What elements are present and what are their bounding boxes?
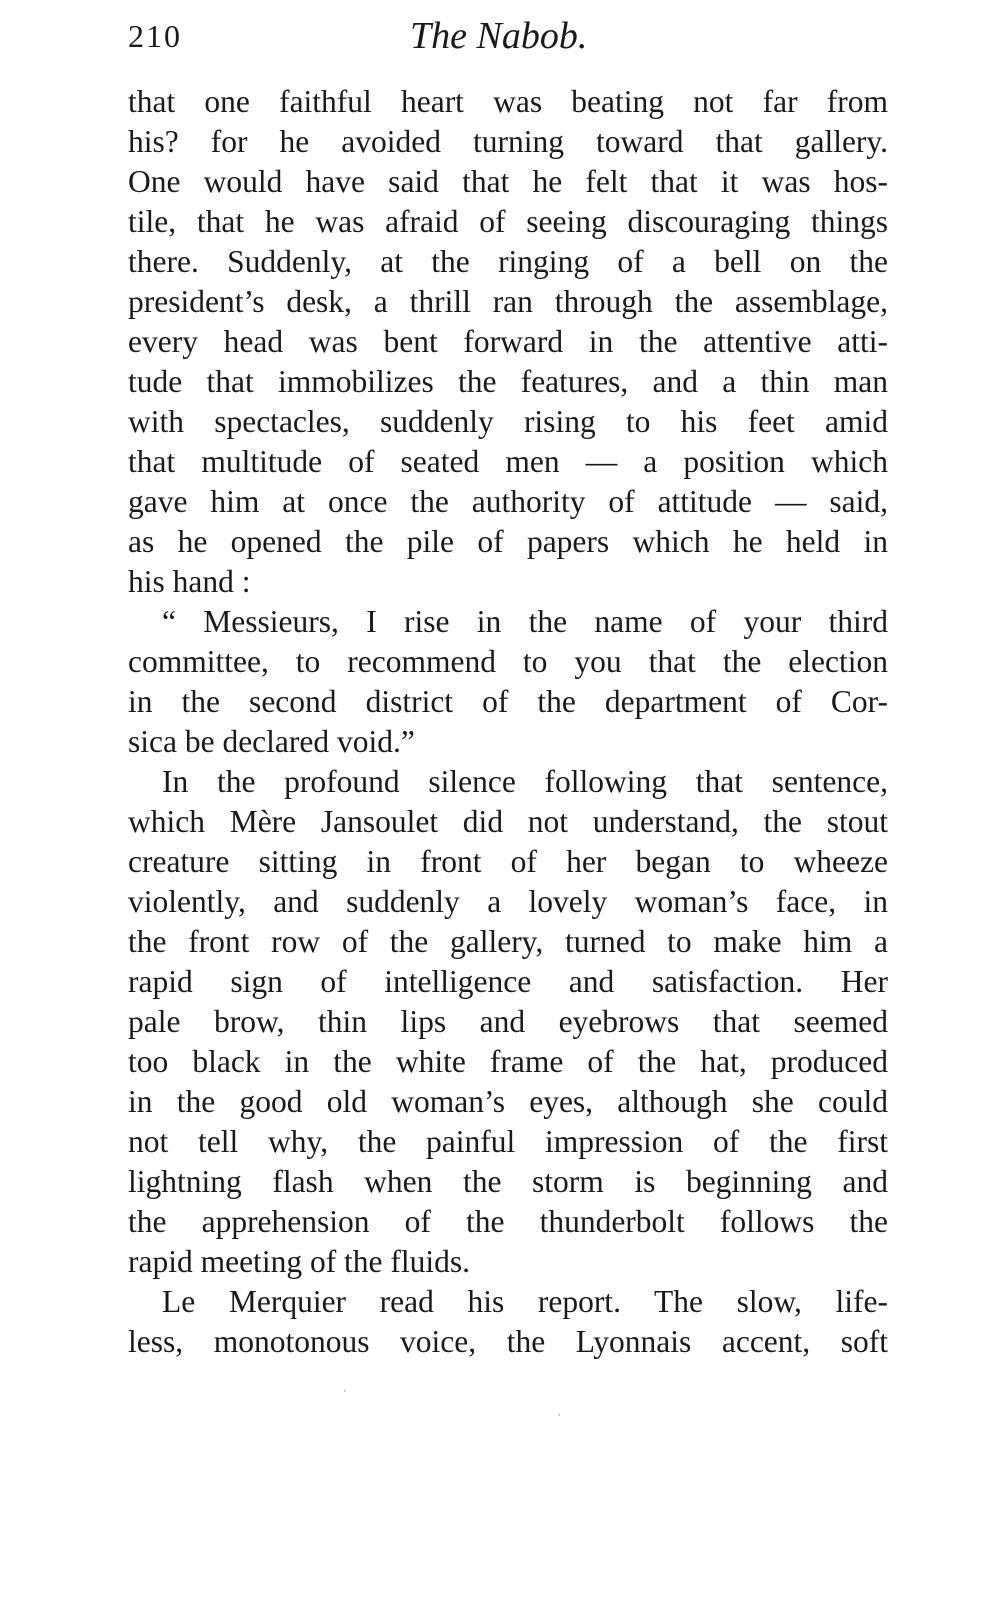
text-line: as he opened the pile of papers which he held in [128, 524, 888, 559]
text-line: in the second district of the department of Cor- [128, 684, 888, 719]
text-line: “ Messieurs, I rise in the name of your third [162, 604, 888, 639]
text-line: that one faithful heart was beating not far from [128, 84, 888, 119]
page-number: 210 [128, 18, 182, 54]
running-header [120, 14, 890, 64]
text-line: tude that immobilizes the features, and a thin man [128, 364, 888, 399]
text-line: the front row of the gallery, turned to make him a [128, 924, 888, 959]
text-line: gave him at once the authority of attitude — said, [128, 484, 888, 519]
text-line: tile, that he was afraid of seeing discouraging things [128, 204, 888, 239]
text-line: pale brow, thin lips and eyebrows that seemed [128, 1004, 888, 1039]
text-line: committee, to recommend to you that the election [128, 644, 888, 679]
text-line: rapid sign of intelligence and satisfaction. Her [128, 964, 888, 999]
running-title: The Nabob. [410, 15, 588, 57]
text-line: the apprehension of the thunderbolt follows the [128, 1204, 888, 1239]
text-line: In the profound silence following that sentence, [162, 764, 888, 799]
text-line: every head was bent forward in the attentive atti- [128, 324, 888, 359]
paragraph-3 [128, 762, 888, 1282]
paragraph-1 [128, 82, 888, 602]
paragraph-4 [128, 1282, 888, 1362]
text-line: that multitude of seated men — a position which [128, 444, 888, 479]
text-line: Le Merquier read his report. The slow, life- [162, 1284, 888, 1319]
text-line: sica be declared void.” [128, 724, 415, 759]
text-line: his hand : [128, 564, 251, 599]
text-line: his? for he avoided turning toward that gallery. [128, 124, 888, 159]
text-line: not tell why, the painful impression of the first [128, 1124, 888, 1159]
text-line: lightning flash when the storm is beginning and [128, 1164, 888, 1199]
text-line: rapid meeting of the fluids. [128, 1244, 471, 1279]
paper-speck [344, 1390, 346, 1392]
text-line: president’s desk, a thrill ran through the assemblage, [128, 284, 888, 319]
text-line: in the good old woman’s eyes, although she could [128, 1084, 888, 1119]
text-line: less, monotonous voice, the Lyonnais accent, soft [128, 1324, 888, 1359]
text-line: One would have said that he felt that it was hos- [128, 164, 888, 199]
text-line: too black in the white frame of the hat, produced [128, 1044, 888, 1079]
text-line: creature sitting in front of her began to wheeze [128, 844, 888, 879]
paragraph-2 [128, 602, 888, 762]
text-line: which Mère Jansoulet did not understand, the stout [128, 804, 888, 839]
text-line: violently, and suddenly a lovely woman’s face, in [128, 884, 888, 919]
paper-speck [558, 1414, 560, 1416]
text-line: with spectacles, suddenly rising to his feet amid [128, 404, 888, 439]
body-text [128, 82, 888, 1362]
text-line: there. Suddenly, at the ringing of a bell on the [128, 244, 888, 279]
